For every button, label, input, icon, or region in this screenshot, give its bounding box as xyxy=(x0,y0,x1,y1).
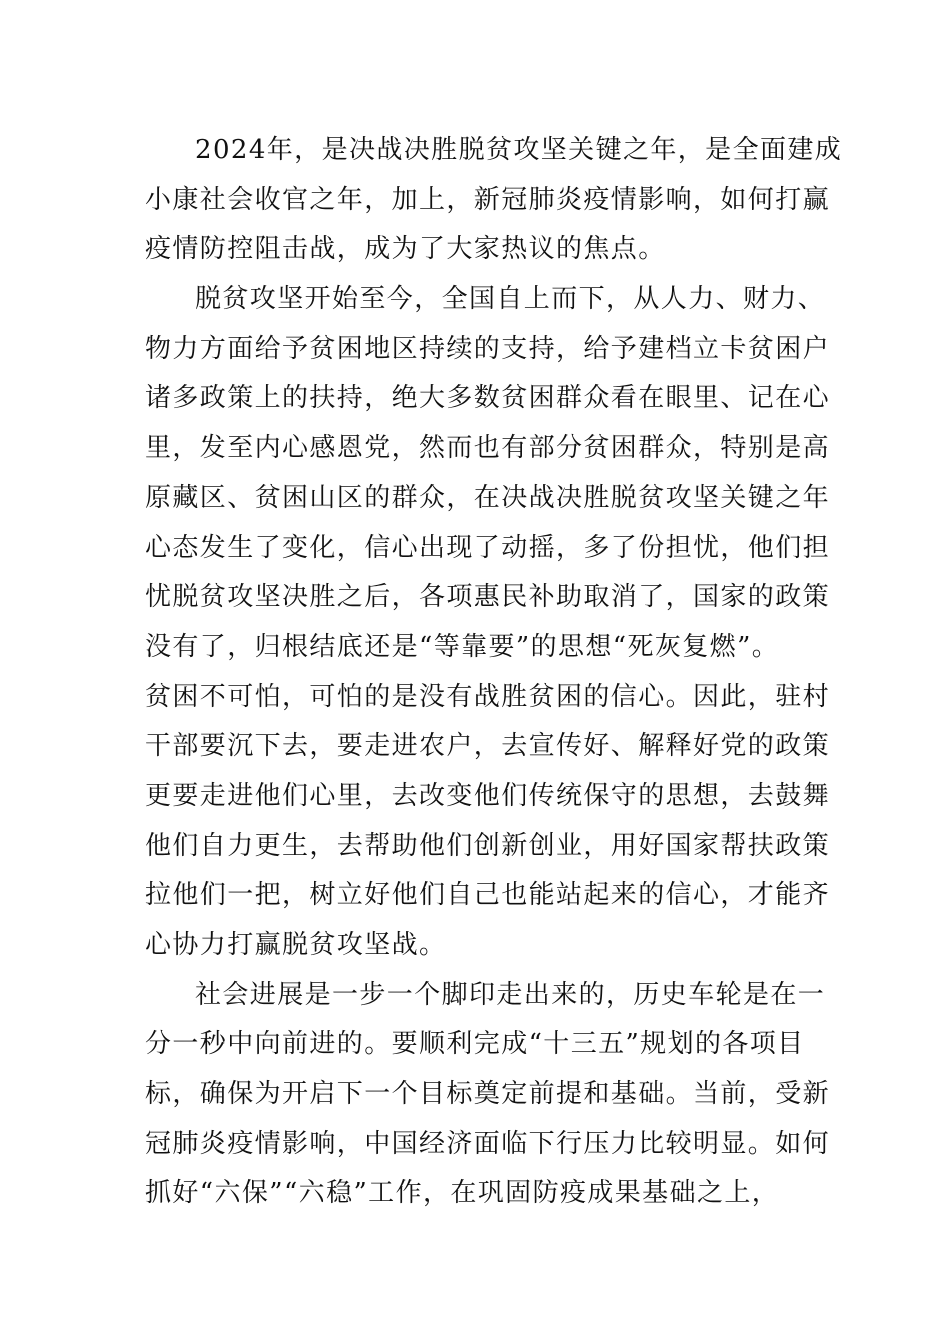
paragraph-3 xyxy=(145,971,831,1219)
text-line: 疫情防控阻击战，成为了大家热议的焦点。 xyxy=(145,234,666,265)
paragraph-1 xyxy=(145,126,843,275)
text-line: 诸多政策上的扶持，绝大多数贫困群众看在眼里、记在心 xyxy=(145,383,831,414)
text-line: 拉他们一把，树立好他们自己也能站起来的信心，才能齐 xyxy=(145,880,831,911)
text-line: 他们自力更生，去帮助他们创新创业，用好国家帮扶政策 xyxy=(145,830,831,861)
text-line: 冠肺炎疫情影响，中国经济面临下行压力比较明显。如何 xyxy=(145,1128,831,1159)
text-line: 小康社会收官之年，加上，新冠肺炎疫情影响，如何打赢 xyxy=(145,184,831,215)
text-line: 干部要沉下去，要走进农户，去宣传好、解释好党的政策 xyxy=(145,731,831,762)
text-line: 忧脱贫攻坚决胜之后，各项惠民补助取消了，国家的政策 xyxy=(145,582,831,613)
text-line: 物力方面给予贫困地区持续的支持，给予建档立卡贫困户 xyxy=(145,333,831,364)
text-line: 2024年，是决战决胜脱贫攻坚关键之年，是全面建成 xyxy=(195,135,843,165)
document-body xyxy=(145,126,843,1219)
text-line: 心协力打赢脱贫攻坚战。 xyxy=(145,930,447,960)
text-line: 贫困不可怕，可怕的是没有战胜贫困的信心。因此，驻村 xyxy=(145,681,831,712)
text-line: 脱贫攻坚开始至今，全国自上而下，从人力、财力、 xyxy=(195,284,826,315)
text-line: 更要走进他们心里，去改变他们传统保守的思想，去鼓舞 xyxy=(145,780,831,811)
text-line: 里，发至内心感恩党，然而也有部分贫困群众，特别是高 xyxy=(145,433,831,464)
text-line: 抓好“六保”“六稳”工作，在巩固防疫成果基础之上， xyxy=(145,1178,780,1209)
text-line: 分一秒中向前进的。要顺利完成“十三五”规划的各项目 xyxy=(145,1029,805,1060)
text-line: 没有了，归根结底还是“等靠要”的思想“死灰复燃”。 xyxy=(145,631,780,662)
text-line: 标，确保为开启下一个目标奠定前提和基础。当前，受新 xyxy=(145,1079,831,1110)
text-line: 原藏区、贫困山区的群众，在决战决胜脱贫攻坚关键之年 xyxy=(145,482,831,513)
paragraph-2 xyxy=(145,275,831,971)
text-line: 社会进展是一步一个脚印走出来的，历史车轮是在一 xyxy=(195,979,826,1010)
text-line: 心态发生了变化，信心出现了动摇，多了份担忧，他们担 xyxy=(145,532,831,563)
